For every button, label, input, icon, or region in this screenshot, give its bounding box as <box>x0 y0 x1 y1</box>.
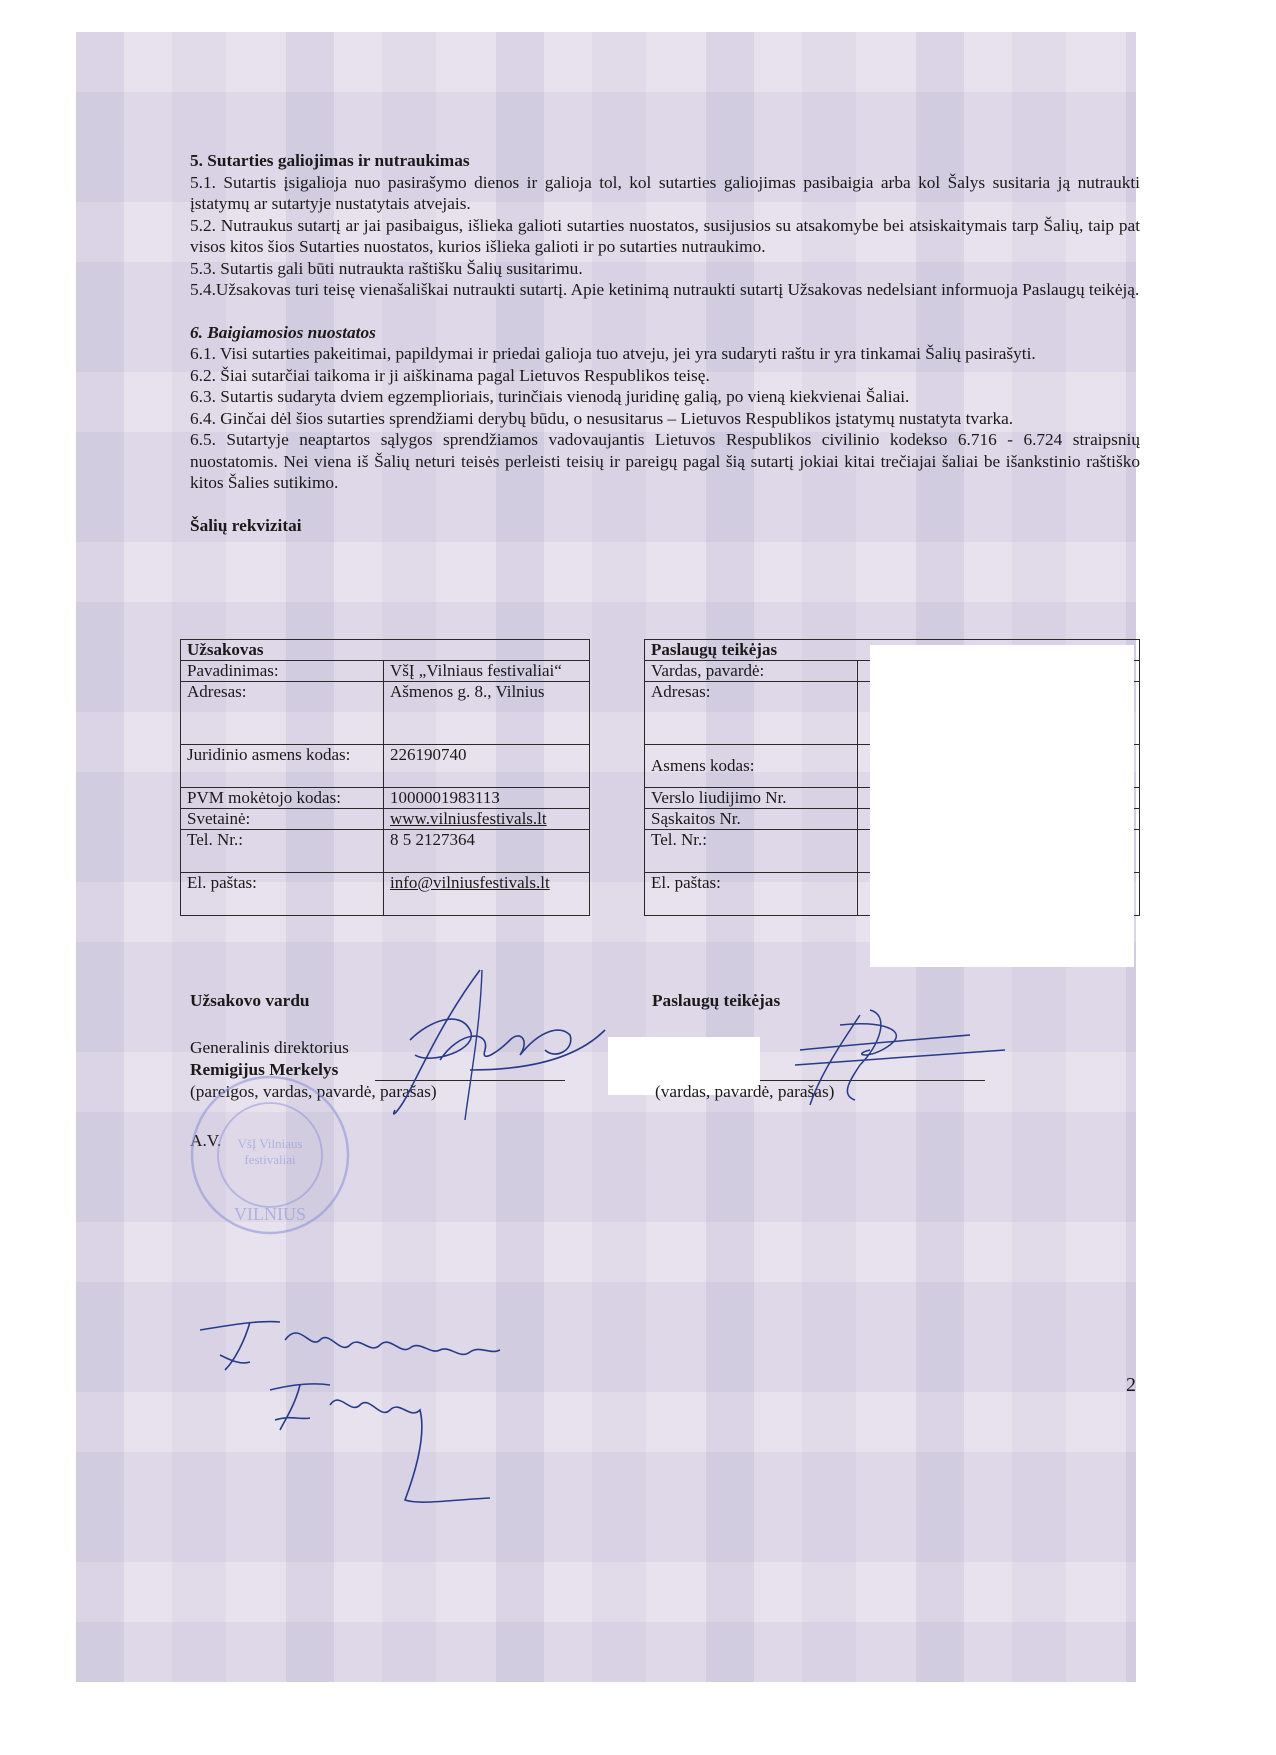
svg-text:VILNIUS: VILNIUS <box>234 1204 306 1224</box>
provider-label: Sąskaitos Nr. <box>645 809 858 830</box>
provider-label: Asmens kodas: <box>645 745 858 788</box>
client-signature-caption: (pareigos, vardas, pavardė, parašas) <box>190 1082 437 1101</box>
round-stamp <box>185 1070 355 1240</box>
client-label: Adresas: <box>181 682 384 745</box>
client-signer-name: Remigijus Merkelys <box>190 1060 339 1079</box>
client-website: www.vilniusfestivals.lt <box>384 809 590 830</box>
clause-5-2: 5.2. Nutraukus sutartį ar jai pasibaigus, išlieka galioti sutarties nuostatos, susijusios su atsakomybe bei atsiskaitymais tarp Šalių, taip pat visos kitos šios Sutarties nuostatos, kurios išlieka galioti ir po sutarties nutraukimo. <box>190 215 1140 256</box>
client-value: 8 5 2127364 <box>384 830 590 873</box>
redaction-block <box>870 645 1134 967</box>
client-value: 100000198311З <box>384 788 590 809</box>
client-value: 226190740 <box>384 745 590 788</box>
clause-5-4: 5.4.Užsakovas turi teisę vienašališkai nutraukti sutartį. Apie ketinimą nutraukti sutartį Užsakovas nedelsiant informuoja Paslaugų teikėją. <box>190 280 1140 299</box>
clause-6-2: 6.2. Šiai sutarčiai taikoma ir ji aiškinama pagal Lietuvos Respublikos teisę. <box>190 365 710 385</box>
contract-text <box>190 150 1140 536</box>
provider-signature-scribble <box>780 1005 1010 1115</box>
svg-text:festivaliai: festivaliai <box>244 1152 296 1167</box>
client-label: El. paštas: <box>181 873 384 916</box>
requisites-heading: Šalių rekvizitai <box>190 515 302 535</box>
clause-6-3: 6.3. Sutartis sudaryta dviem egzemplioriais, turinčiais vienodą juridinę galią, po vieną kiekvienai Šaliai. <box>190 387 910 406</box>
client-value: Ašmenos g. 8., Vilnius <box>384 682 590 745</box>
client-label: PVM mokėtojo kodas: <box>181 788 384 809</box>
client-signature-scribble <box>370 970 610 1130</box>
clause-6-4: 6.4. Ginčai dėl šios sutarties sprendžiami derybų būdu, o nesusitarus – Lietuvos Respublikos įstatymų nustatyta tvarka. <box>190 408 1014 428</box>
client-value: VšĮ „Vilniaus festivaliai“ <box>384 661 590 682</box>
clause-5-3: 5.3. Sutartis gali būti nutraukta raštišku Šalių susitarimu. <box>190 258 583 278</box>
page-number: 2 <box>1126 1374 1136 1396</box>
clause-5-1: 5.1. Sutartis įsigalioja nuo pasirašymo dienos ir galioja tol, kol sutarties galiojimas pasibaigia arba kol Šalys susitaria ją nutraukti įstatymų ar sutartyje nustatytais atvejais. <box>190 172 1140 213</box>
client-position: Generalinis direktorius <box>190 1038 349 1057</box>
provider-table-title: Paslaugų teikėjas <box>645 640 1140 661</box>
client-label: Pavadinimas: <box>181 661 384 682</box>
client-label: Tel. Nr.: <box>181 830 384 873</box>
provider-label: El. paštas: <box>645 873 858 916</box>
client-email: info@vilniusfestivals.lt <box>384 873 590 916</box>
stamp-label: A.V. <box>190 1131 222 1150</box>
client-label: Juridinio asmens kodas: <box>181 745 384 788</box>
handwritten-notes <box>190 1310 550 1510</box>
provider-signature-caption: (vardas, pavardė, parašas) <box>655 1082 835 1101</box>
client-label: Svetainė: <box>181 809 384 830</box>
provider-label: Adresas: <box>645 682 858 745</box>
section-5-heading: 5. Sutarties galiojimas ir nutraukimas <box>190 151 470 170</box>
provider-label: Verslo liudijimo Nr. <box>645 788 858 809</box>
client-requisites-table <box>180 639 590 916</box>
section-6-heading: 6. Baigiamosios nuostatos <box>190 322 376 342</box>
provider-signature-heading: Paslaugų teikėjas <box>652 991 781 1010</box>
client-table-title: Užsakovas <box>181 640 590 661</box>
provider-label: Vardas, pavardė: <box>645 661 858 682</box>
clause-6-1: 6.1. Visi sutarties pakeitimai, papildymai ir priedai galioja tuo atveju, jei yra sudaryti raštu ir yra tinkamai Šalių pasirašyti. <box>190 344 1036 363</box>
svg-text:VšĮ Vilniaus: VšĮ Vilniaus <box>237 1136 303 1151</box>
provider-label: Tel. Nr.: <box>645 830 858 873</box>
client-signature-heading: Užsakovo vardu <box>190 991 310 1010</box>
clause-6-5: 6.5. Sutartyje neaptartos sąlygos sprendžiamos vadovaujantis Lietuvos Respublikos civilinio kodekso 6.716 - 6.724 straipsnių nuostatomis. Nei viena iš Šalių neturi teisės perleisti teisių ir pareigų pagal šią sutartį jokiai kitai trečiajai šaliai be išankstinio raštiško kitos Šalies sutikimo. <box>190 430 1140 492</box>
